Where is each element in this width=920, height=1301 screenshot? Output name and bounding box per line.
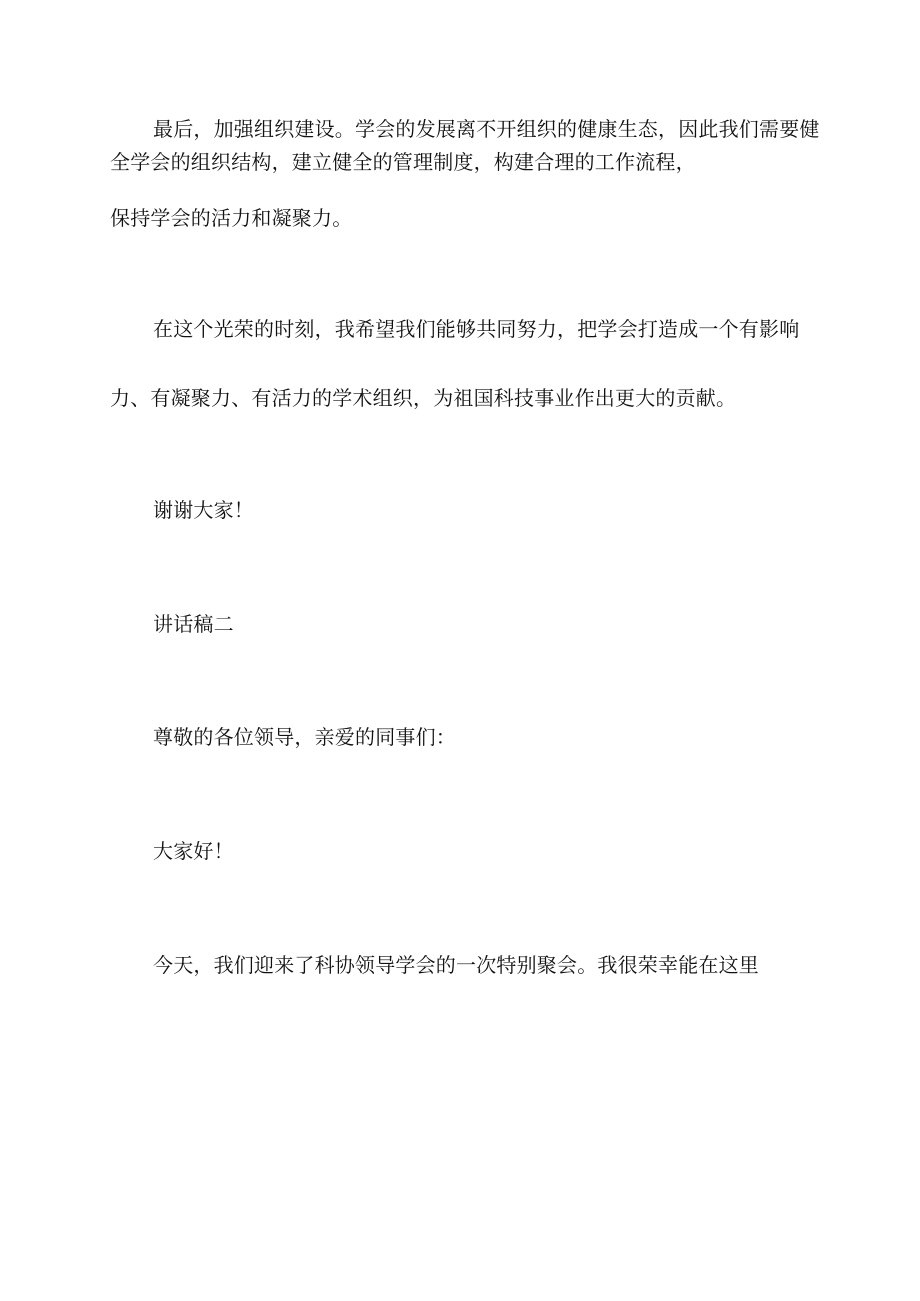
thanks-line: 谢谢大家！ <box>153 498 254 522</box>
paragraph-2-line-1: 在这个光荣的时刻，我希望我们能够共同努力，把学会打造成一个有影响 <box>153 317 800 341</box>
paragraph-2-line-2: 力、有凝聚力、有活力的学术组织，为祖国科技事业作出更大的贡献。 <box>110 386 737 410</box>
paragraph-1-line-1: 最后，加强组织建设。学会的发展离不开组织的健康生态，因此我们需要健 <box>153 117 820 141</box>
salutation-line: 尊敬的各位领导，亲爱的同事们： <box>153 725 456 749</box>
paragraph-1-line-3: 保持学会的活力和凝聚力。 <box>110 206 353 230</box>
paragraph-3-line-1: 今天，我们迎来了科协领导学会的一次特别聚会。我很荣幸能在这里 <box>153 953 759 977</box>
greeting-line: 大家好！ <box>153 839 234 863</box>
paragraph-1-line-2: 全学会的组织结构，建立健全的管理制度，构建合理的工作流程， <box>110 150 696 174</box>
section-title: 讲话稿二 <box>153 612 234 636</box>
